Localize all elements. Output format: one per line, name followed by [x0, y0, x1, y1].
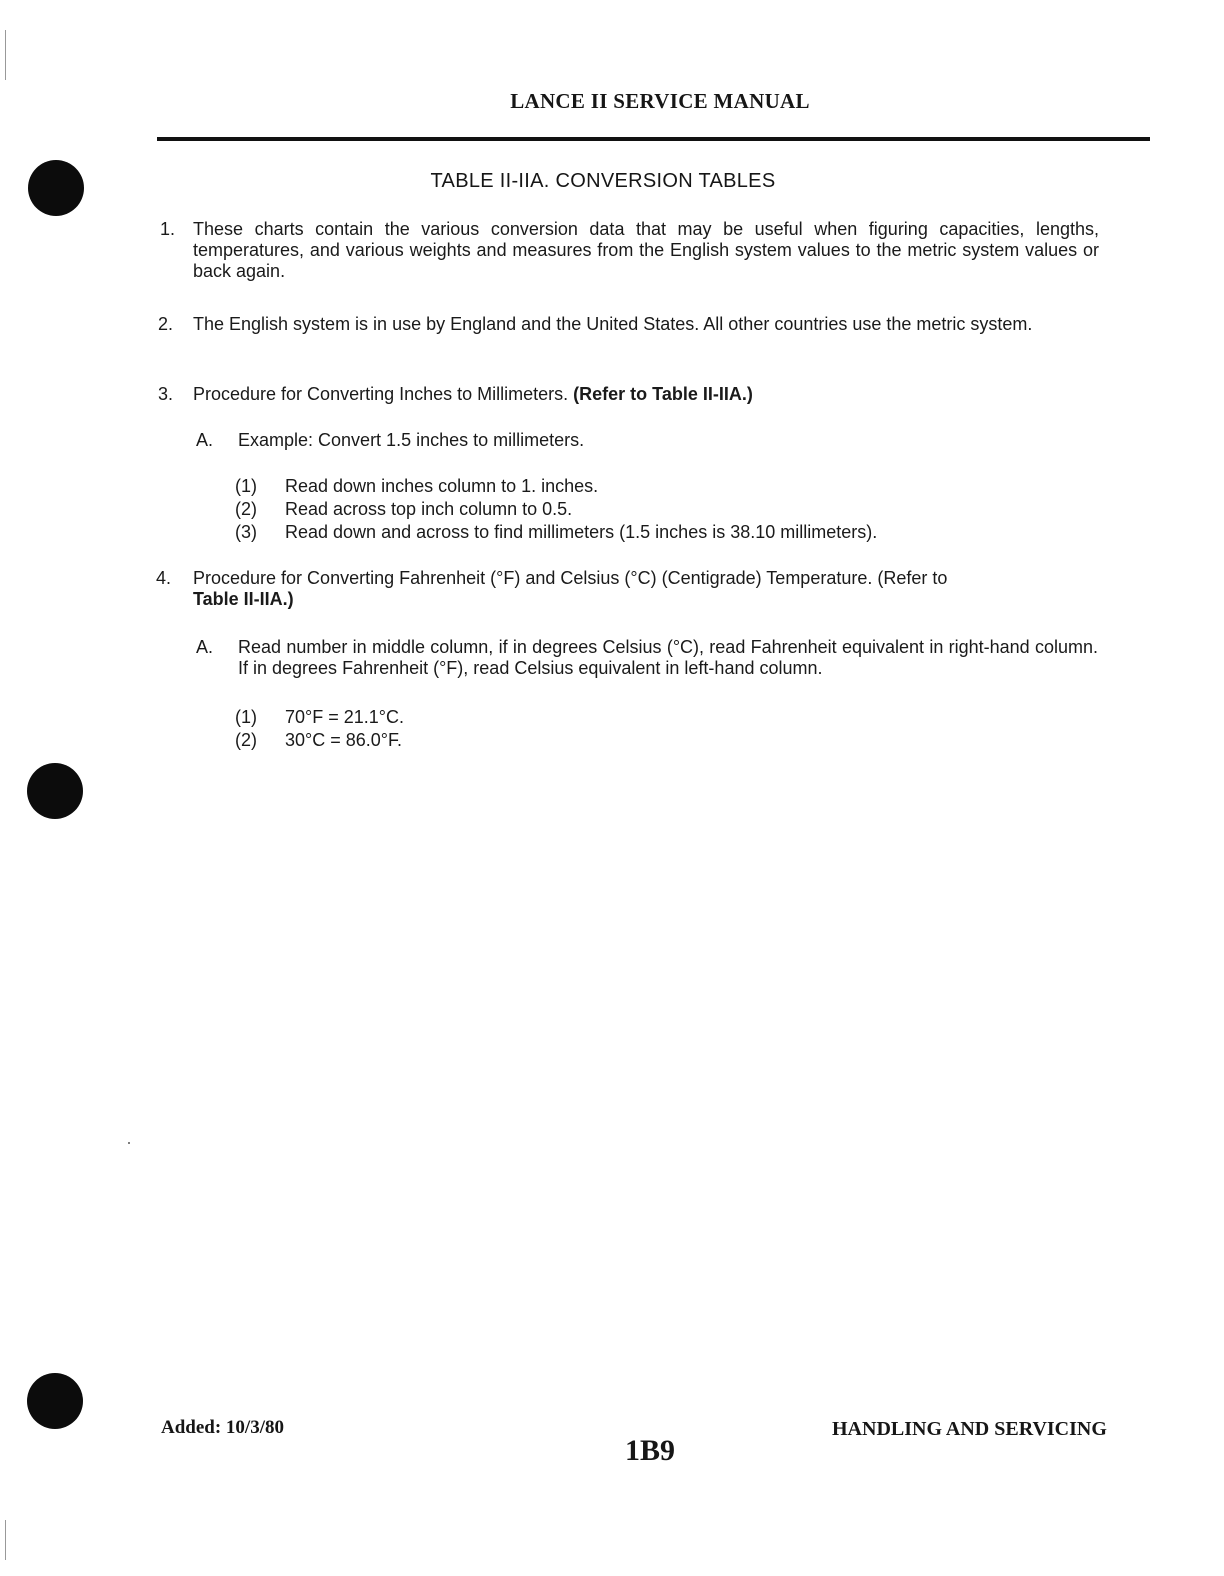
paragraph-3-reference: (Refer to Table II-IIA.) — [573, 384, 753, 404]
section-name: HANDLING AND SERVICING — [832, 1418, 1107, 1440]
paragraph-3-sub-text: Example: Convert 1.5 inches to millimeters. — [238, 430, 585, 450]
punch-hole-top — [28, 160, 84, 216]
paragraph-4-sub-letter: A. — [196, 637, 214, 657]
paragraph-3-step-3-number: (3) — [235, 522, 257, 542]
paragraph-3-step-1-text: Read down inches column to 1. inches. — [285, 476, 599, 496]
paragraph-4-step-2-text: 30°C = 86.0°F. — [285, 730, 402, 750]
punch-hole-bottom — [27, 1373, 83, 1429]
paragraph-3-line — [193, 384, 1099, 405]
scan-edge-mark — [5, 1520, 6, 1560]
header-divider — [157, 137, 1150, 141]
paragraph-4-text: Procedure for Converting Fahrenheit (°F) and Celsius (°C) (Centigrade) Temperature. (Refer to — [193, 568, 948, 588]
added-date: Added: 10/3/80 — [161, 1417, 284, 1438]
paragraph-3-text: Procedure for Converting Inches to Millimeters. — [193, 384, 569, 404]
paragraph-2-text: The English system is in use by England and the United States. All other countries use the metric system. — [193, 314, 1033, 334]
page-number: 1B9 — [624, 1434, 675, 1467]
paragraph-3-step-2-number: (2) — [235, 499, 257, 519]
paragraph-4-reference: Table II-IIA.) — [193, 589, 294, 609]
scan-speck — [128, 1142, 130, 1144]
paragraph-3-step-1-number: (1) — [235, 476, 257, 496]
paragraph-4-step-1-text: 70°F = 21.1°C. — [285, 707, 404, 727]
paragraph-4-sub-text: Read number in middle column, if in degrees Celsius (°C), read Fahrenheit equivalent in right-hand column. If in degrees Fahrenheit (°F), read Celsius equivalent in left-hand column. — [238, 637, 1098, 678]
paragraph-4-number: 4. — [156, 568, 172, 588]
scan-edge-mark — [5, 30, 6, 80]
punch-hole-middle — [27, 763, 83, 819]
paragraph-1-text: These charts contain the various conversion data that may be useful when figuring capacities, lengths, temperatures, and various weights and measures from the English system values to the metric system values or back again. — [193, 219, 1099, 281]
paragraph-3-sub-letter: A. — [196, 430, 214, 450]
table-title: TABLE II-IIA. CONVERSION TABLES — [430, 170, 776, 192]
paragraph-3-step-3-text: Read down and across to find millimeters (1.5 inches is 38.10 millimeters). — [285, 522, 878, 542]
manual-title: LANCE II SERVICE MANUAL — [510, 89, 810, 113]
paragraph-1-number: 1. — [160, 219, 176, 239]
paragraph-3-number: 3. — [158, 384, 174, 404]
paragraph-2-number: 2. — [158, 314, 174, 334]
paragraph-3-step-2-text: Read across top inch column to 0.5. — [285, 499, 573, 519]
paragraph-4-step-1-number: (1) — [235, 707, 257, 727]
paragraph-4-step-2-number: (2) — [235, 730, 257, 750]
